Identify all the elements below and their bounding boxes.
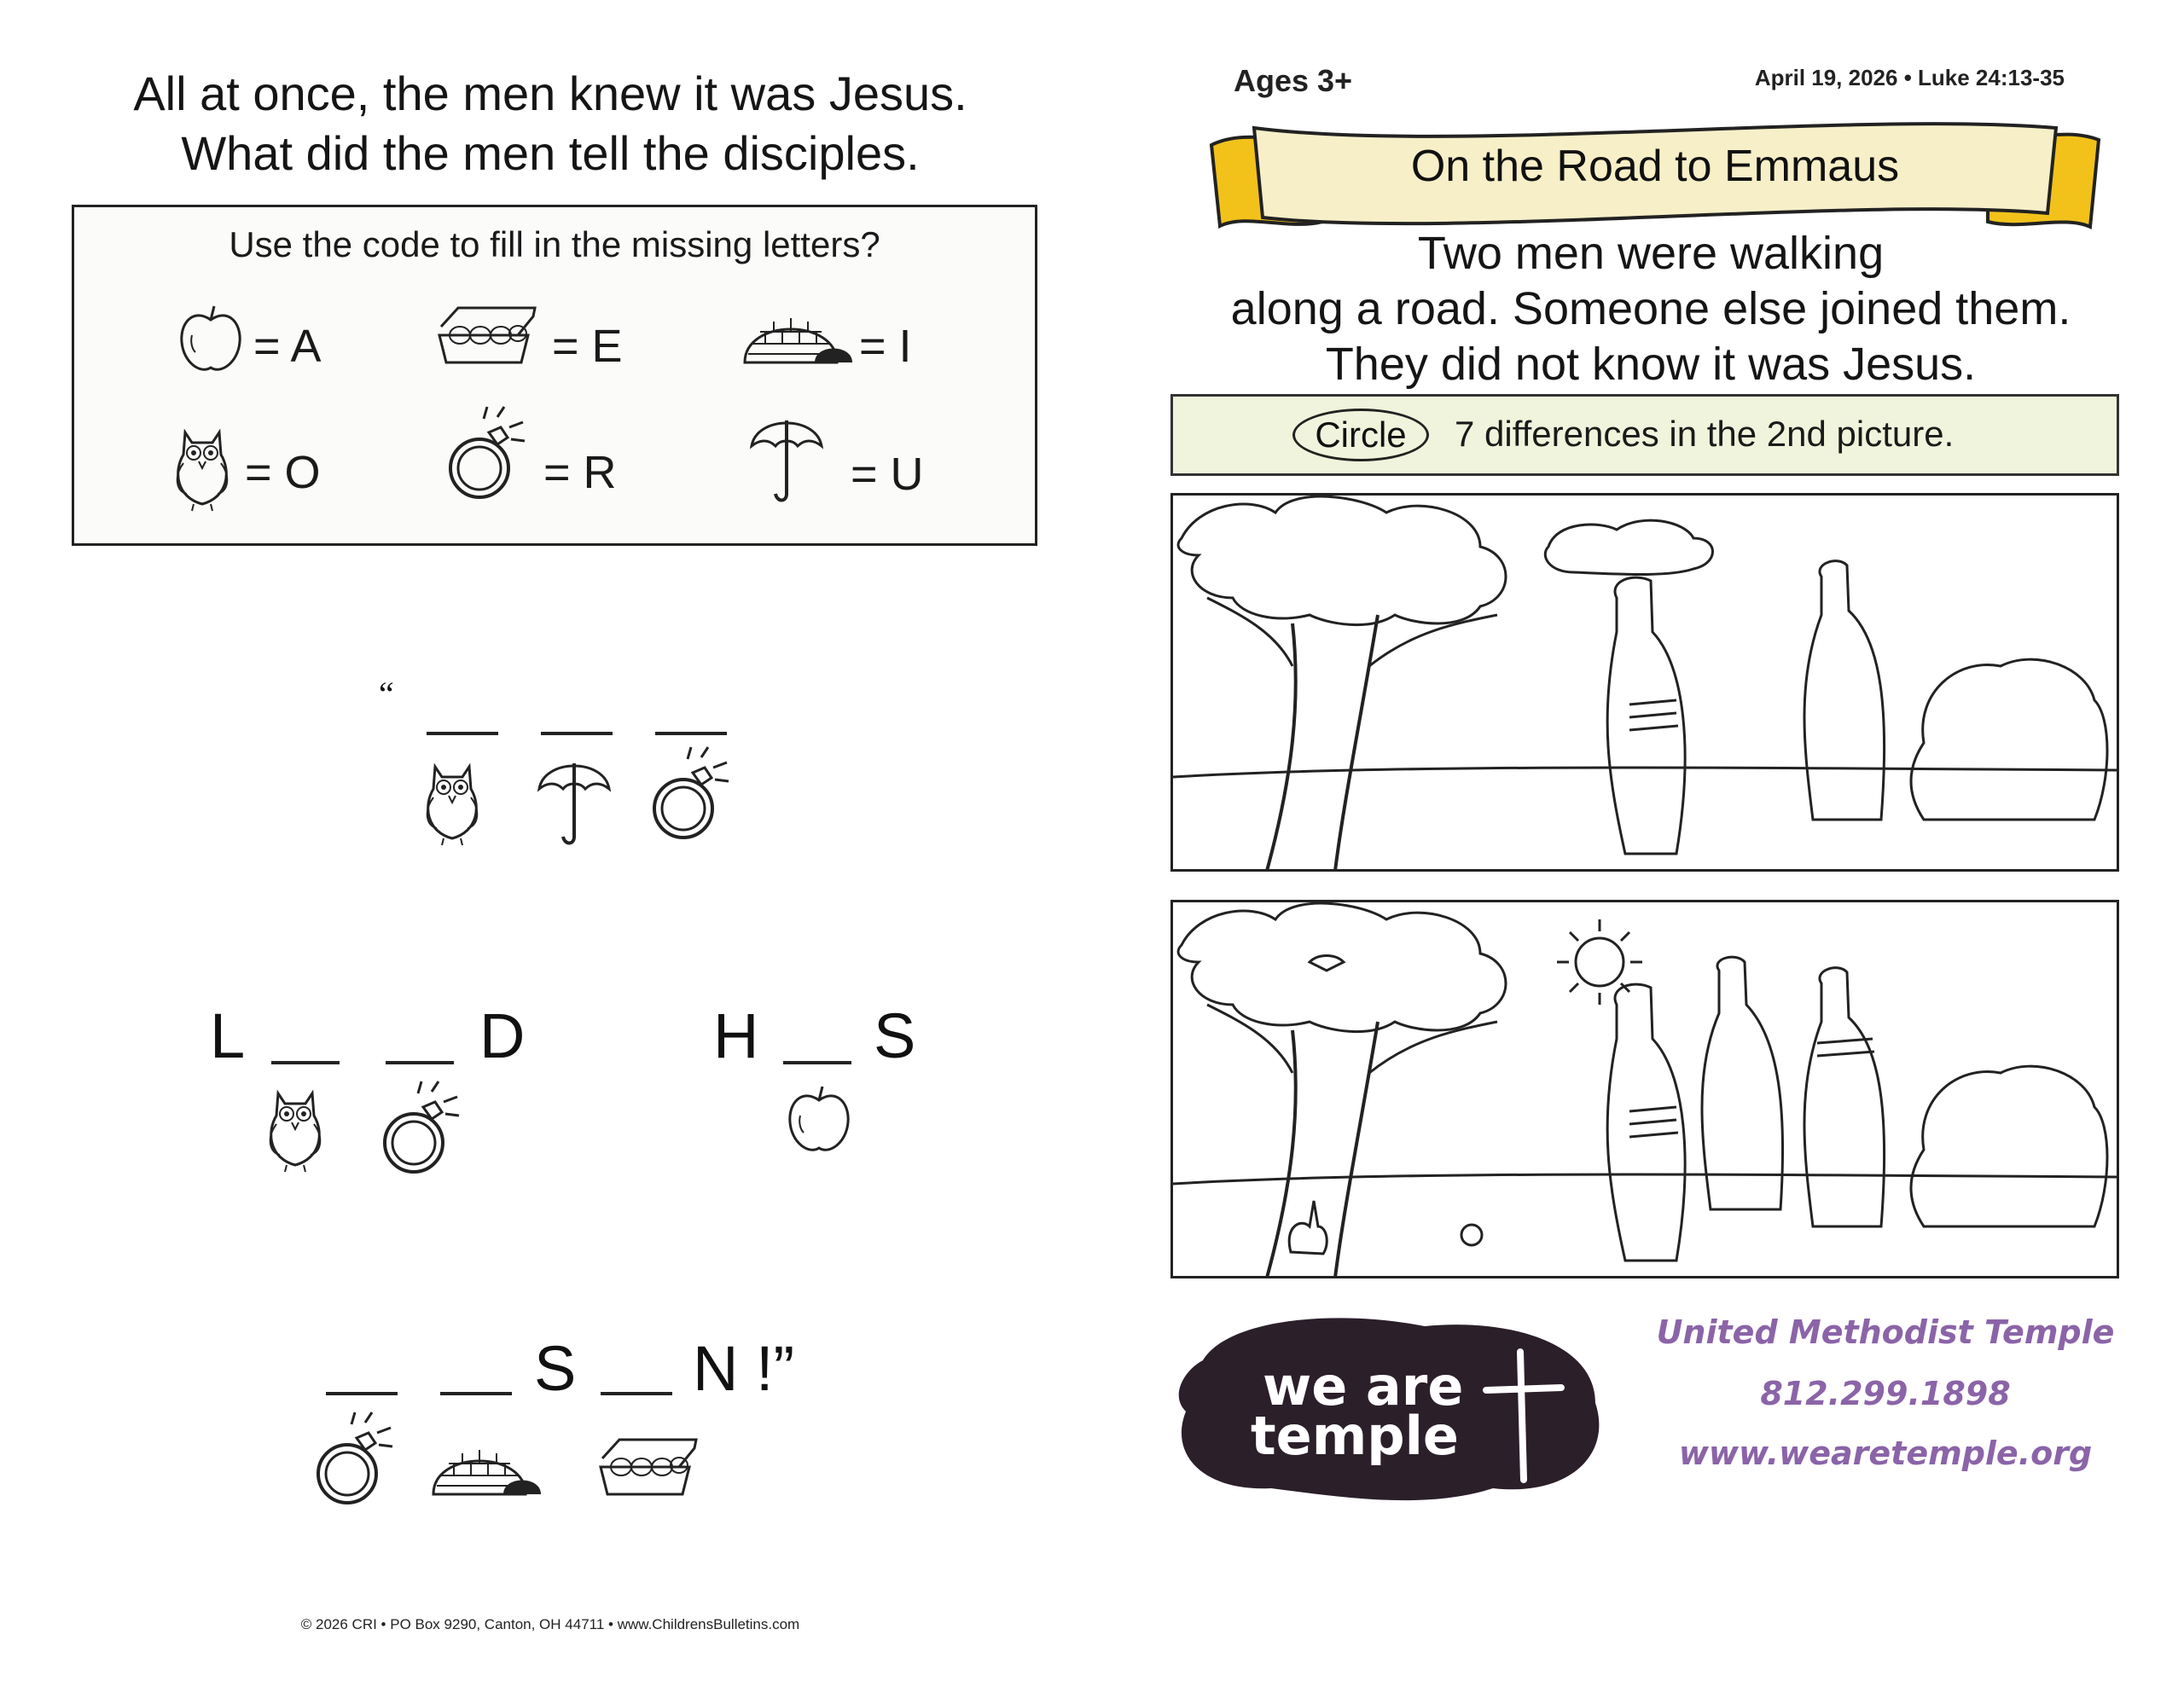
egg-carton-icon <box>433 301 543 378</box>
code-label-i: = I <box>859 321 912 372</box>
answer-blank-i[interactable] <box>440 1392 512 1395</box>
code-label-o: = O <box>245 447 321 498</box>
circle-word: Circle <box>1292 409 1429 461</box>
letter-h: H <box>713 1000 759 1071</box>
intro-line-1: All at once, the men knew it was Jesus. <box>133 67 967 120</box>
apple-icon <box>177 301 245 378</box>
church-name: United Methodist Temple <box>1656 1313 2115 1351</box>
owl-icon <box>261 1081 329 1175</box>
answer-blank-o[interactable] <box>271 1061 340 1064</box>
ring-icon <box>441 402 535 504</box>
code-label-u: = U <box>851 449 924 500</box>
church-phone[interactable]: 812.299.1898 <box>1760 1375 2011 1412</box>
ring-icon <box>309 1407 403 1510</box>
instruction-box <box>1170 394 2119 476</box>
letter-n-exclaim: N !” <box>693 1333 795 1404</box>
answer-blank-u[interactable] <box>541 732 613 735</box>
answer-blank-e[interactable] <box>601 1392 672 1395</box>
code-key-owl <box>168 420 450 514</box>
answer-blank-r[interactable] <box>326 1392 398 1395</box>
ring-icon <box>645 742 739 844</box>
instruction-text: 7 differences in the 2nd picture. <box>1455 414 1955 454</box>
story-line-2: along a road. Someone else joined them. <box>1230 283 2071 334</box>
code-key-apple <box>177 301 458 395</box>
age-label: Ages 3+ <box>1234 63 1353 98</box>
ring-icon <box>375 1076 469 1179</box>
open-quote-mark: “ <box>379 675 394 713</box>
picture-original <box>1170 493 2119 872</box>
code-key-ring <box>441 402 723 496</box>
code-label-e: = E <box>552 321 623 372</box>
page-title: On the Road to Emmaus <box>1410 142 1900 191</box>
code-key-title: Use the code to fill in the missing letters? <box>229 224 880 264</box>
code-label-r: = R <box>543 447 617 498</box>
owl-icon <box>168 420 236 514</box>
umbrella-icon <box>536 755 613 849</box>
we-are-temple-logo <box>1169 1309 1612 1514</box>
date-scripture-reference: April 19, 2026 • Luke 24:13-35 <box>1754 65 2065 90</box>
road-scene-drawing-altered <box>1173 902 2119 1278</box>
letter-d: D <box>479 1000 526 1071</box>
story-line-1: Two men were walking <box>1417 228 1885 279</box>
copyright-footer: © 2026 CRI • PO Box 9290, Canton, OH 44711 • www.ChildrensBulletins.com <box>300 1616 800 1632</box>
igloo-icon <box>740 301 859 369</box>
owl-icon <box>418 755 486 849</box>
intro-line-2: What did the men tell the disciples. <box>181 126 920 180</box>
code-label-a: = A <box>253 321 322 372</box>
picture-with-differences <box>1170 900 2119 1278</box>
church-website-link[interactable]: www.wearetemple.org <box>1678 1435 2093 1472</box>
code-key-umbrella <box>748 412 1030 506</box>
answer-blank-a[interactable] <box>783 1061 851 1064</box>
story-line-3: They did not know it was Jesus. <box>1325 339 1977 390</box>
svg-text:temple: temple <box>1251 1405 1459 1467</box>
answer-blank-r[interactable] <box>386 1061 454 1064</box>
code-key-box <box>72 205 1037 546</box>
letter-s: S <box>534 1333 577 1404</box>
answer-blank-o[interactable] <box>427 732 498 735</box>
umbrella-icon <box>748 412 825 506</box>
igloo-icon <box>428 1433 548 1501</box>
code-key-eggs <box>433 301 714 395</box>
letter-l: L <box>210 1000 246 1071</box>
egg-carton-icon <box>594 1433 705 1510</box>
road-scene-drawing <box>1173 496 2119 872</box>
code-key-igloo <box>740 301 1021 395</box>
letter-s: S <box>874 1000 916 1071</box>
answer-blank-r[interactable] <box>655 732 727 735</box>
svg-text:we are: we are <box>1263 1355 1464 1417</box>
apple-icon <box>785 1081 853 1158</box>
